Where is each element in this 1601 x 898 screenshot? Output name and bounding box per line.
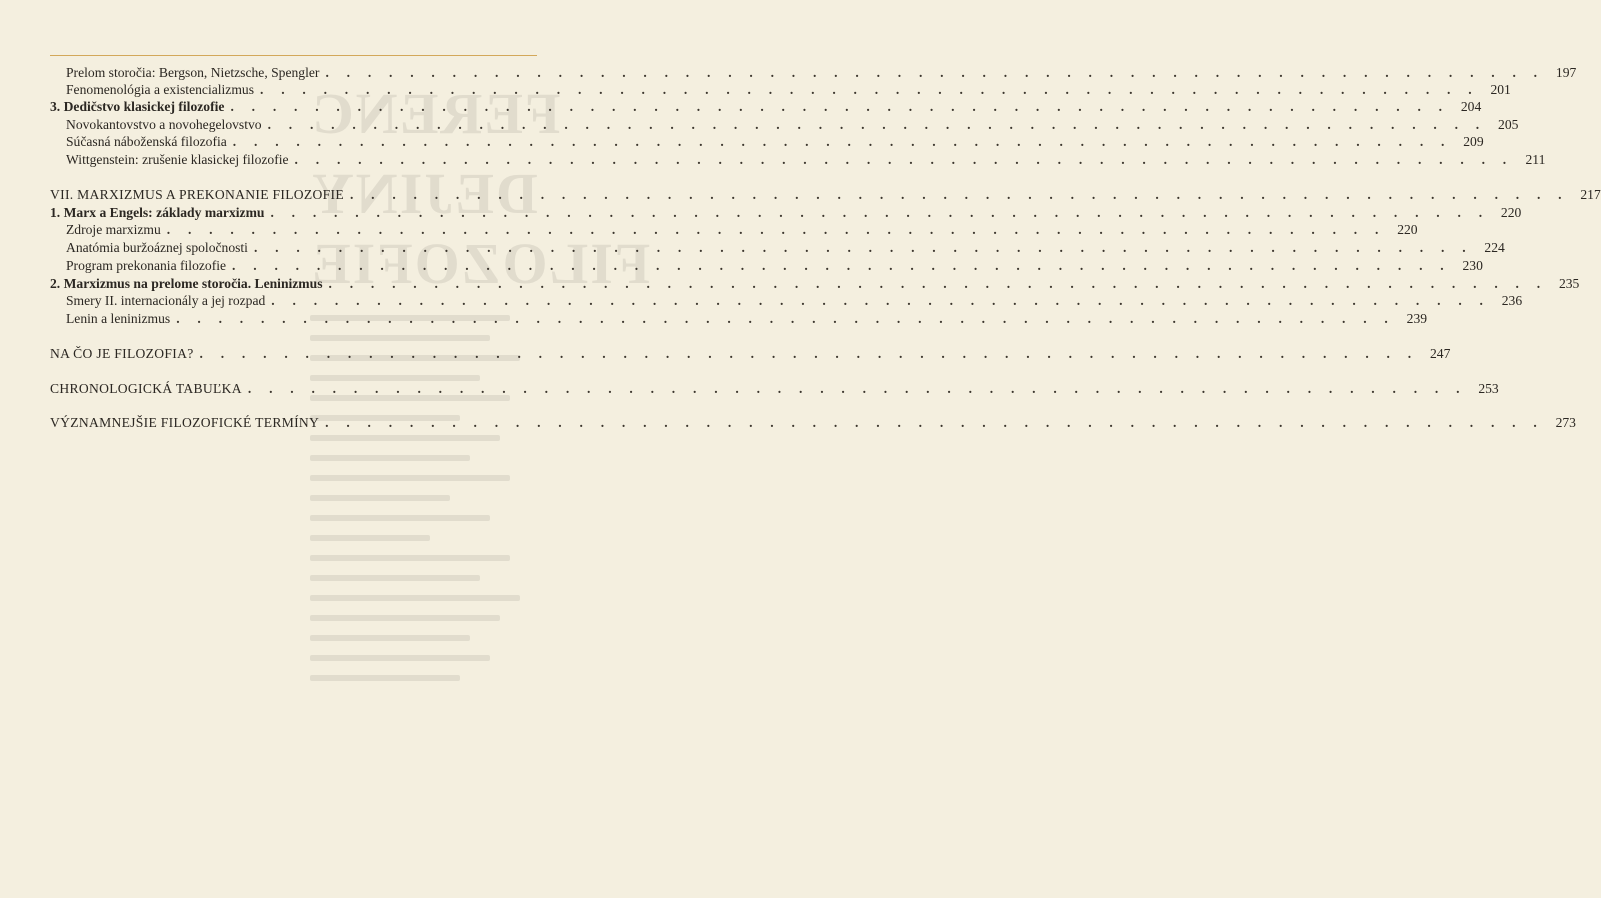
toc-entry-page: 201 [1490,82,1511,97]
toc-entry [66,310,1428,328]
toc-dot-leader [350,186,1569,204]
toc-dot-leader [230,98,1449,116]
toc-entry [50,98,1482,116]
toc-entry-title: VII. MARXIZMUS A PREKONANIE FILOZOFIE [50,187,344,202]
toc-entry-title: Novokantovstvo a novohegelovstvo [66,117,262,132]
toc-entry [66,292,1523,310]
toc-entry-page: 230 [1462,258,1483,273]
toc-chapter [50,380,1499,398]
toc-entry-page: 211 [1525,152,1546,167]
toc-entry-page: 209 [1463,134,1484,149]
toc-entry-page: 197 [1555,65,1577,80]
toc-entry-title: Súčasná náboženská filozofia [66,134,227,149]
toc-dot-leader [248,380,1467,398]
toc-dot-leader [268,116,1487,134]
toc-entry-page: 224 [1484,240,1505,255]
toc-entry-page: 220 [1500,205,1522,220]
toc-dot-leader [295,151,1514,169]
toc-entry-page: 235 [1558,276,1580,291]
toc-entry-page: 220 [1397,222,1418,237]
toc-chapter [50,186,1601,204]
toc-dot-leader [329,275,1548,293]
toc-entry-title: CHRONOLOGICKÁ TABUĽKA [50,381,242,396]
toc-entry-page: 253 [1478,381,1499,396]
toc-entry-title: NA ČO JE FILOZOFIA? [50,346,194,361]
toc-dot-leader [271,292,1490,310]
toc-entry-page: 247 [1429,346,1451,361]
toc-entry-title: Zdroje marxizmu [66,222,161,237]
toc-entry [66,81,1511,99]
toc-entry-title: Smery II. internacionály a jej rozpad [66,293,266,308]
toc-entry-title: 1. Marx a Engels: základy marxizmu [50,205,265,220]
toc-entry-title: Wittgenstein: zrušenie klasickej filozofie [66,152,289,167]
toc-entry-title: Lenin a leninizmus [66,311,171,326]
toc-entry [66,151,1546,169]
toc-entry-title: 3. Dedičstvo klasickej filozofie [50,99,225,114]
toc-entry [66,64,1577,82]
toc-entry [66,257,1483,275]
toc-entry [50,204,1522,222]
toc-entry-title: 2. Marxizmus na prelome storočia. Leninizmus [50,276,323,291]
toc-dot-leader [260,81,1479,99]
toc-dot-leader [254,239,1473,257]
toc-entry [66,116,1519,134]
bleed-through-marks: FERENC DEJINY FILOZOFIE [300,60,540,700]
toc-entry-title: Prelom storočia: Bergson, Nietzsche, Spengler [66,65,320,80]
toc-entry [66,239,1505,257]
toc-entry-title: Program prekonania filozofie [66,258,227,273]
toc-chapter [50,345,1451,363]
toc-entry-title: VÝZNAMNEJŠIE FILOZOFICKÉ TERMÍNY [50,415,320,430]
toc-dot-leader [200,345,1419,363]
toc-entry [50,275,1580,293]
toc-dot-leader [167,221,1386,239]
toc-dot-leader [232,257,1451,275]
toc-entry-title: Fenomenológia a existencializmus [66,82,254,97]
toc-entry-page: 204 [1460,99,1482,114]
toc-entry-page: 205 [1498,117,1519,132]
toc-dot-leader [176,310,1395,328]
toc-dot-leader [325,64,1544,82]
toc-entry-page: 239 [1406,311,1428,326]
toc-dot-leader [325,414,1544,432]
toc-chapter [50,414,1576,432]
toc-entry [66,221,1418,239]
toc-entry-page: 236 [1501,293,1523,308]
toc-dot-leader [233,133,1452,151]
toc-entry [66,133,1484,151]
toc-dot-leader [270,204,1489,222]
toc-entry-page: 273 [1555,415,1576,430]
toc-entry-page: 217 [1580,187,1601,202]
toc-entry-title: Anatómia buržoáznej spoločnosti [66,240,248,255]
